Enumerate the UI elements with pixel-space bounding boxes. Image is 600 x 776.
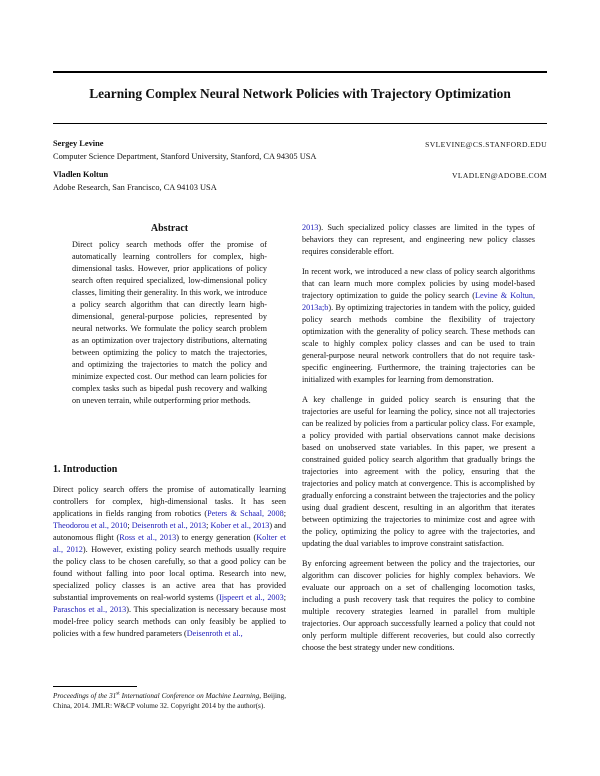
- author-email[interactable]: VLADLEN@ADOBE.COM: [452, 171, 547, 180]
- paragraph: By enforcing agreement between the policy and the trajectories, our algorithm can discover policies for highly complex behaviors. We evaluate our approach on a set of challenging locomotion tasks, including a push recovery task that requires the policy to combine multiple recovery strategies learned in parallel from multiple trajectories. Our approach successfully learned a policy that could not only perform multiple different recoveries, but could also correctly choose the best strategy under new conditions.: [302, 559, 535, 652]
- abstract-heading: Abstract: [150, 223, 189, 234]
- title-rule-bottom: [53, 123, 547, 124]
- text-span: ). By optimizing trajectories in tandem with the policy, guided policy search methods combine the flexibility of trajectory optimization with the generality of policy search. These methods can scale to highly complex policy classes and can be used to train general-purpose neural network controllers that do not require task-specific engineering. Furthermore, the training trajectories can be initialized with examples for learning from demonstration.: [302, 303, 535, 384]
- footnote-text: , Beijing, China, 2014. JMLR: W&CP volume 32. Copyright 2014 by the author(s).: [53, 692, 286, 710]
- text-span: In recent work, we introduced a new class of policy search algorithms that can learn much more complex policies by using model-based trajectory optimization to guide the policy search (: [302, 267, 535, 300]
- text-span: Direct policy search offers the promise of automatically learning controllers for complex, high-dimensional tasks. It has seen applications in fields ranging from robotics (: [53, 485, 286, 518]
- citation-link[interactable]: Deisenroth et al.,: [186, 629, 243, 638]
- text-span: ;: [283, 509, 286, 518]
- text-span: ;: [127, 521, 132, 530]
- footnote-superscript: st: [116, 691, 120, 697]
- footnote-rule: [53, 686, 137, 687]
- author-affiliation: Computer Science Department, Stanford University, Stanford, CA 94305 USA: [53, 152, 317, 161]
- title-rule-top: [53, 71, 547, 73]
- citation-link[interactable]: Paraschos et al., 2013: [53, 605, 127, 614]
- paragraph: A key challenge in guided policy search is ensuring that the trajectories are useful for learning the policy, since not all trajectories can be realized by policies from a particular policy class. For example, a policy provided with partial observations cannot make decisions based on unobserved state variables. In this paper, we present a constrained guided policy search algorithm that gradually brings the trajectories into agreement with the policy, ensuring that the trajectories and policy match at convergence. This is accomplished by gradually enforcing a constraint between the trajectories and the policy using dual gradient descent, resulting in an algorithm that iterates between optimizing the trajectories to minimize cost and agree with the policy, optimizing the policy to agree with the trajectories, and updating the dual variables to improve constraint satisfaction.: [302, 395, 535, 548]
- text-span: ) and autonomous flight (: [53, 521, 286, 542]
- citation-link[interactable]: Ijspeert et al., 2003: [218, 593, 284, 602]
- citation-link[interactable]: Levine & Koltun, 2013a;b: [302, 291, 535, 312]
- citation-link[interactable]: Ross et al., 2013: [119, 533, 177, 542]
- intro-paragraph: [53, 484, 286, 640]
- author-name: Vladlen Koltun: [53, 170, 109, 179]
- citation-link[interactable]: Kolter et al., 2012: [53, 533, 286, 554]
- text-span: ). However, existing policy search methods usually require the policy class to be chosen carefully, so that a good policy can be found without falling into poor local optima. Research into new, specialized policy classes is an active area that has provided substantial improvements on real-world systems (: [53, 545, 286, 602]
- paragraph: [302, 222, 535, 258]
- text-span: ). This specialization is necessary because most model-free policy search methods can only feasibly be applied to policies with a few hundred parameters (: [53, 605, 286, 638]
- paper-title: Learning Complex Neural Network Policies with Trajectory Optimization: [89, 86, 511, 101]
- text-span: ;: [283, 593, 286, 602]
- author-name: Sergey Levine: [53, 139, 104, 148]
- right-column: [302, 222, 535, 662]
- abstract-text: Direct policy search methods offer the promise of automatically learning controllers for complex, high-dimensional tasks. However, prior applications of policy search often required specialized, low-dimensional policy classes, limiting their generality. In this work, we introduce a policy search algorithm that can directly learn high-dimensional, general-purpose policies, represented by neural networks. We formulate the policy search problem as an optimization over trajectory distributions, alternating between optimizing the policy to match the trajectories, and optimizing the trajectories to match the policy and minimize expected cost. Our method can learn policies for complex tasks such as bipedal push recovery and walking on uneven terrain, while outperforming prior methods.: [72, 240, 267, 405]
- author-affiliation: Adobe Research, San Francisco, CA 94103 USA: [53, 183, 217, 192]
- text-span: ) to energy generation (: [176, 533, 257, 542]
- citation-link[interactable]: Theodorou et al., 2010: [53, 521, 128, 530]
- section-heading-introduction: 1. Introduction: [53, 464, 118, 475]
- citation-link[interactable]: 2013: [302, 223, 319, 232]
- citation-link[interactable]: Kober et al., 2013: [210, 521, 270, 530]
- paragraph: [302, 266, 535, 386]
- citation-link[interactable]: Deisenroth et al., 2013: [131, 521, 207, 530]
- author-email[interactable]: SVLEVINE@CS.STANFORD.EDU: [425, 140, 547, 149]
- footnote-text: International Conference on Machine Learning: [119, 692, 260, 700]
- footnote-text: Proceedings of the 31: [53, 692, 117, 700]
- text-span: ). Such specialized policy classes are limited in the types of behaviors they can represent, and engineering new policy classes requires considerable effort.: [302, 223, 535, 256]
- text-span: ;: [206, 521, 211, 530]
- citation-link[interactable]: Peters & Schaal, 2008: [207, 509, 284, 518]
- footnote: [53, 691, 286, 711]
